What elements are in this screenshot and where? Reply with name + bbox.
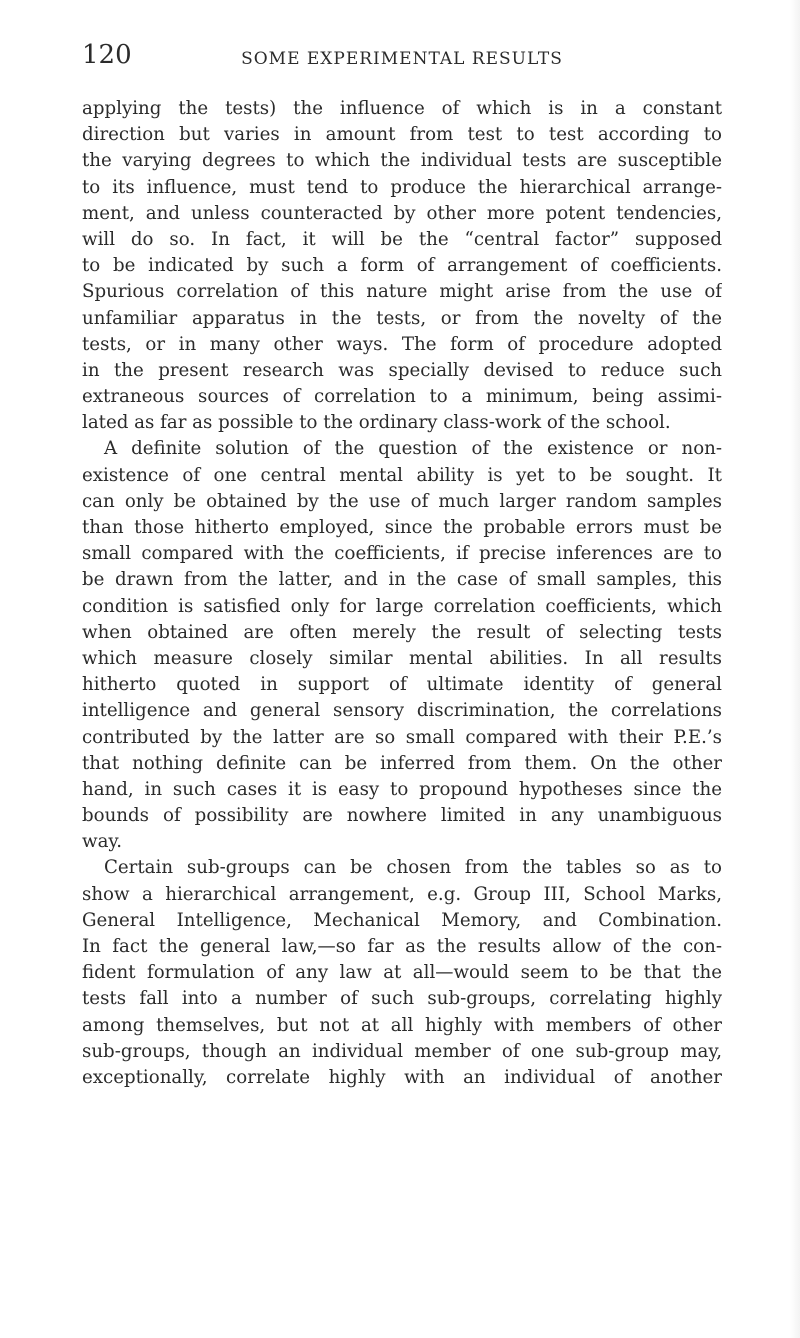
text-line: fident formulation of any law at all—would seem to be that the <box>82 962 722 984</box>
text-line: extraneous sources of correlation to a minimum, being assimi- <box>82 386 722 408</box>
text-line: condition is satisfied only for large correlation coefficients, which <box>82 595 722 617</box>
text-line: the varying degrees to which the individual tests are susceptible <box>82 150 722 172</box>
text-line: lated as far as possible to the ordinary class-work of the school. <box>82 412 671 434</box>
text-line: among themselves, but not at all highly with members of other <box>82 1014 722 1036</box>
text-line: way. <box>82 831 123 853</box>
text-line: In fact the general law,—so far as the results allow of the con- <box>82 936 722 957</box>
text-line: will do so. In fact, it will be the “central factor” supposed <box>82 228 722 250</box>
text-line: exceptionally, correlate highly with an individual of another <box>82 1066 722 1088</box>
text-line: tests fall into a number of such sub-groups, correlating highly <box>82 988 722 1010</box>
text-line: A definite solution of the question of the existence or non- <box>104 438 722 460</box>
text-line: than those hitherto employed, since the probable errors must be <box>82 517 722 538</box>
page-edge-shadow <box>790 0 800 1338</box>
text-line: contributed by the latter are so small compared with their P.E.’s <box>82 726 722 748</box>
text-line: to be indicated by such a form of arrangement of coefficients. <box>82 255 722 277</box>
page-number: 120 <box>82 40 132 70</box>
running-head: SOME EXPERIMENTAL RESULTS <box>241 49 563 69</box>
text-line: in the present research was specially devised to reduce such <box>82 359 722 381</box>
body-text <box>82 96 722 1091</box>
text-line: unfamiliar apparatus in the tests, or from the novelty of the <box>82 307 722 329</box>
text-line: to its influence, must tend to produce the hierarchical arrange- <box>82 176 722 198</box>
text-line: Spurious correlation of this nature might arise from the use of <box>82 281 722 303</box>
text-line: sub-groups, though an individual member of one sub-group may, <box>82 1040 722 1062</box>
text-line: tests, or in many other ways. The form of procedure adopted <box>82 333 722 355</box>
text-line: General Intelligence, Mechanical Memory, and Combination. <box>82 909 722 931</box>
text-line: ment, and unless counteracted by other more potent tendencies, <box>82 202 722 224</box>
text-line: Certain sub-groups can be chosen from the tables so as to <box>104 857 722 879</box>
text-line: when obtained are often merely the result of selecting tests <box>82 621 722 643</box>
text-line: which measure closely similar mental abilities. In all results <box>82 647 722 669</box>
text-line: existence of one central mental ability is yet to be sought. It <box>82 464 722 486</box>
text-line: show a hierarchical arrangement, e.g. Group III, School Marks, <box>82 883 722 905</box>
text-line: direction but varies in amount from test to test according to <box>82 124 722 146</box>
text-line: hand, in such cases it is easy to propound hypotheses since the <box>82 778 722 800</box>
text-line: that nothing definite can be inferred from them. On the other <box>82 752 722 774</box>
page-header <box>82 40 722 76</box>
text-line: bounds of possibility are nowhere limited in any unambiguous <box>82 805 722 827</box>
text-line: applying the tests) the influence of which is in a constant <box>82 98 722 119</box>
text-line: hitherto quoted in support of ultimate identity of general <box>82 674 722 696</box>
text-line: be drawn from the latter, and in the case of small samples, this <box>82 569 722 591</box>
text-line: small compared with the coefficients, if precise inferences are to <box>82 543 722 565</box>
text-line: can only be obtained by the use of much larger random samples <box>82 490 722 512</box>
text-line: intelligence and general sensory discrimination, the correlations <box>82 700 722 722</box>
